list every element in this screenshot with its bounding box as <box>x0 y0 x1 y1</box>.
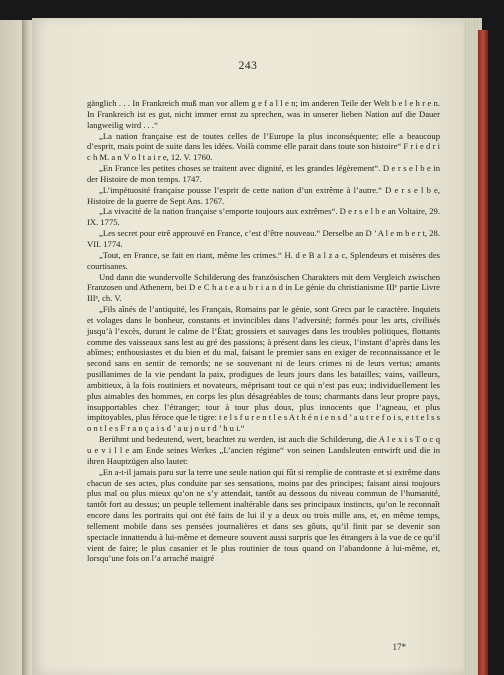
paragraph: „La vivacité de la nation française s’emporte toujours aux extrêmes“. D e r s e l b e an Voltaire, 29. IX. 1775. <box>87 206 440 228</box>
paragraph: „En a-t-il jamais paru sur la terre une seule nation qui fût si remplie de contraste et si extrême dans chacun de ses actes, plus conduite par ses sensations, moins par des principes; faisant ainsi toujours plus mal ou plus mieux qu’on ne s’y attendait, tantôt au dessous du niveau commun de l’humanité, tantôt fort au dessus; un peuple tellement inaltérable dans ses principaux instincts, qu’on le reconnaît encore dans les portraits qui ont été faits de lui il y a deux ou trois mille ans, et, en même temps, tellement mobile dans ses pensées journalières et dans ses gôuts, qu’il finit par se devenir son spectacle innattendu à lui-même et demeure souvent aussi surpris que les étrangers à la vue de ce qu’il vient de faire; le plus casanier et le plus routinier de tous quand on l’abandonne à lui-même, et, lorsqu’une fois on l’a arraché maigré <box>87 466 440 564</box>
paragraph: Und dann die wundervolle Schilderung des französischen Charakters mit dem Vergleich zwischen Franzosen und Athenern, bei D e C h a t e a u b r i a n d in Le génie du christianisme IIIᵉ partie Livre IIIᵉ, ch. V. <box>87 271 440 304</box>
paragraph: „Tout, en France, se fait en riant, même les crimes.“ H. d e B a l z a c, Splendeurs et misères des courtisanes. <box>87 249 440 271</box>
red-book-edge <box>478 30 488 675</box>
paragraph: „L’impétuosité française pousse l’esprit de cette nation d’un extrême à l’autre.“ D e r s e l b e, Histoire de la guerre de Sept Ans. 1767. <box>87 184 440 206</box>
paragraph: gänglich . . . In Frankreich muß man vor allem g e f a l l e n; im anderen Teile der Welt b e l e h r e n. In Frankreich ist es gut, nicht immer ernst zu sprechen, was in unserer lieben Nation auf die Dauer langweilig wird . . .“ <box>87 98 440 130</box>
left-page-edge <box>0 20 24 675</box>
paragraph: „Fils aînés de l’antiquité, les Français, Romains par le génie, sont Grecs par le caractère. Inquiets et volages dans le bonheur, constants et invincibles dans l’adversité; formés pour les arts, civilisés jusqu’à l’excès, durant le calme de l’État; grossiers et sauvages dans les troubles politiques, flottants comme des vaisseaux sans lest au gré des passions; à présent dans les cieux, l’instant d’après dans les abîmes; enthousiastes et du bien et du mal, faisant le premier sans en exiger de reconnaissance et le second sans en sentir de remords; ne se souvenant ni de leurs crimes ni de leurs vertus; amants pusillanimes de la vie pendant la paix, prodigues de leurs jours dans les batailles; vains, vailleurs, ambitieux, à la fois routiniers et novateurs, méprisant tout ce qui n’est pas eux; individuellement les plus aimables des hommes, en corps les plus désagréables de tous; charmants dans leur propre pays, insupportables chez l’étranger; tour à tour plus doux, plus innocents que l’agneau, et plus impitoyables, plus féroce que le tigre: t e l s f u r e n t l e s A t h é n i e n s d ’ a u t r e f o i s, e t t e l s s o n t l e s F r a n ç a i s d ’ a u j o u r d ’ h u i.“ <box>87 304 440 434</box>
paragraph: „En France les petites choses se traitent avec dignité, et les grandes légèrement“. D e r s e l b e in der Histoire de mon temps. 1747. <box>87 163 440 184</box>
page-number: 243 <box>238 60 258 72</box>
paragraph: „Les secret pour etrê approuvé en France, c’est d’être nouveau.“ Derselbe an D ’ A l e m b e r t, 28. VII. 1774. <box>87 228 440 249</box>
paragraph: „La nation française est de toutes celles de l’Europe la plus inconséquente; elle a beaucoup d’esprit, mais point de suite dans les idées. Voilà comme elle parait dans toute son histoire“ F r i e d r i c h M. a n V o l t a i r e, 12. V. 1760. <box>87 130 440 163</box>
printer-signature-mark: 17* <box>392 642 406 652</box>
paragraph: Berühmt und bedeutend, wert, beachtet zu werden, ist auch die Schilderung, die A l e x i s T o c q u e v i l l e am Ende seines Werkes „L’ancien régime“ von seinen Landsleuten entwirft und die in ihren Hauptzügen also lautet: <box>87 434 440 466</box>
book-page <box>32 18 464 675</box>
page-body-text <box>87 98 440 564</box>
